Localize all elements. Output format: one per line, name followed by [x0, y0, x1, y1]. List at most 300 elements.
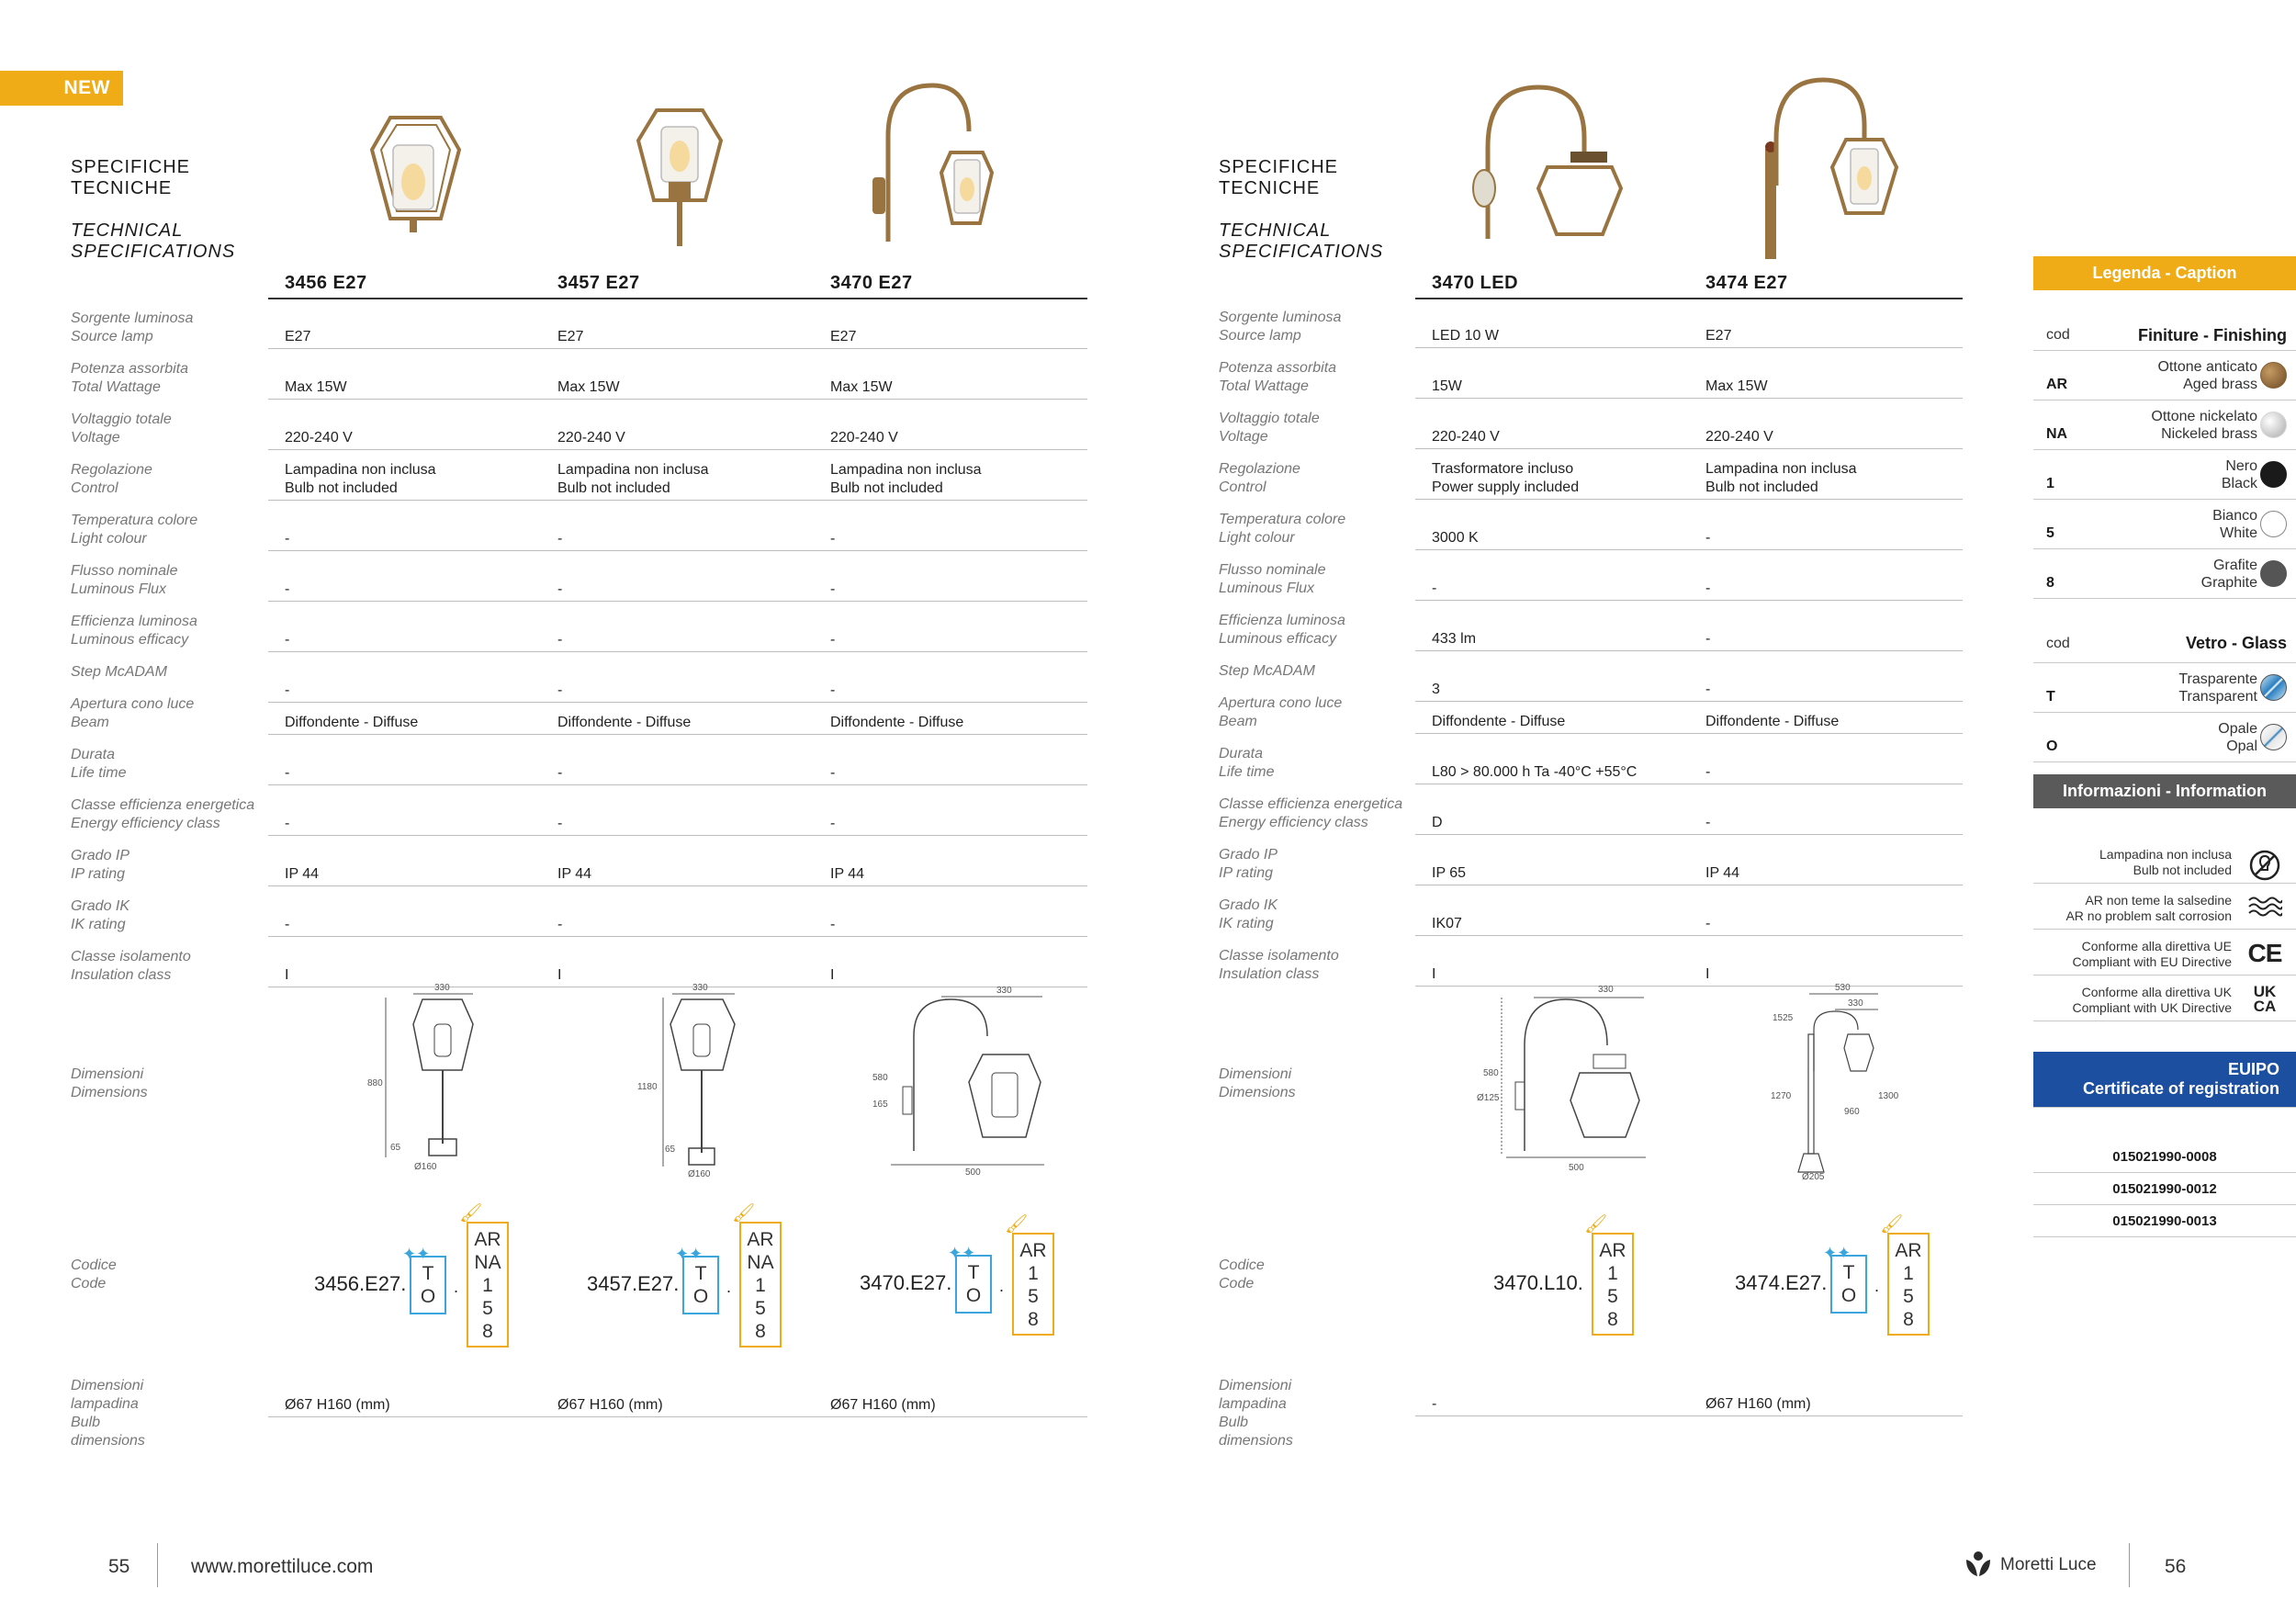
row-label-en: Life time — [1219, 764, 1275, 780]
bulb-dimensions: Ø67 H160 (mm) — [541, 1396, 815, 1417]
info-text — [2099, 847, 2232, 878]
spec-value-line: Max 15W — [557, 379, 620, 395]
separator-dot: . — [454, 1277, 459, 1296]
info-text-it: Lampadina non inclusa — [2099, 847, 2232, 862]
spec-value-line: I — [830, 967, 835, 983]
dimensions-label-it: Dimensioni — [71, 1066, 144, 1082]
row-label-en: Luminous efficacy — [71, 632, 189, 648]
dimension-drawing-3456 — [363, 983, 482, 1176]
spec-value — [541, 631, 815, 652]
spec-value — [814, 378, 1087, 400]
finish-row — [2033, 400, 2296, 450]
code-label-en: Code — [71, 1276, 107, 1291]
cod-label: cod — [2046, 636, 2070, 651]
row-label-en: IP rating — [1219, 865, 1273, 881]
spec-value — [814, 865, 1087, 886]
bulb-dimensions-label-en: Bulb dimensions — [71, 1415, 145, 1449]
row-label-en: IP rating — [71, 866, 125, 882]
spec-value — [814, 764, 1087, 785]
row-label — [71, 897, 291, 934]
spec-value-line: 15W — [1432, 378, 1462, 394]
spec-value-line: - — [1432, 581, 1437, 596]
dim-height-3: 960 — [1844, 1107, 1860, 1117]
row-label-it: Classe isolamento — [71, 949, 191, 964]
dimension-drawing-3470-e27 — [868, 981, 1052, 1179]
spec-value — [541, 916, 815, 937]
finish-title: Finiture - Finishing — [2138, 326, 2287, 344]
info-list — [2033, 808, 2296, 1024]
finish-name-en: Black — [2221, 476, 2257, 491]
product-header: 3457 E27 — [541, 272, 815, 299]
spec-value-line: - — [285, 581, 290, 597]
paint-brush-icon: 🖌 — [1005, 1214, 1029, 1235]
glass-options-box[interactable] — [410, 1256, 446, 1314]
spec-value-line: Power supply included — [1432, 479, 1580, 495]
dim-width: 330 — [1598, 985, 1614, 995]
paint-brush-icon: 🖌 — [1880, 1214, 1904, 1235]
spec-value — [541, 581, 815, 602]
spec-value-line: Max 15W — [285, 379, 347, 395]
page-number-right: 56 — [2165, 1556, 2187, 1577]
spec-value-line: - — [1705, 916, 1711, 931]
row-label — [71, 411, 291, 447]
dimensions-label-en: Dimensions — [71, 1085, 148, 1100]
finish-option: 8 — [1028, 1309, 1039, 1330]
spec-value-line: D — [1432, 815, 1443, 830]
cod-label: cod — [2046, 327, 2070, 343]
page-number-left: 55 — [108, 1556, 130, 1577]
spec-value — [541, 461, 815, 501]
spec-value — [814, 530, 1087, 551]
spec-value-line: - — [830, 917, 836, 932]
dim-diameter: Ø125 — [1477, 1093, 1500, 1103]
code-label-en: Code — [1219, 1276, 1255, 1291]
spec-value — [1689, 864, 1963, 885]
glass-options-box[interactable] — [955, 1255, 992, 1314]
spec-value-line: - — [830, 682, 836, 698]
spec-value-line: - — [1705, 764, 1711, 780]
row-label-it: Step McADAM — [1219, 663, 1315, 679]
finish-options-box[interactable] — [1012, 1233, 1054, 1336]
row-label-en: Control — [71, 480, 118, 496]
spec-value-line: - — [830, 531, 836, 547]
info-text — [2073, 985, 2233, 1016]
sparkle-icon: ✦✦ — [948, 1244, 976, 1262]
spec-value-line: - — [557, 531, 563, 547]
cert-number: 015021990-0008 — [2033, 1141, 2296, 1173]
spec-value-line: - — [557, 682, 563, 698]
row-label — [1219, 410, 1439, 446]
info-row — [2033, 976, 2296, 1021]
finish-swatch-icon — [2260, 560, 2287, 587]
finish-options-box[interactable] — [739, 1222, 782, 1348]
spec-value — [268, 581, 542, 602]
spec-value-line: - — [285, 531, 290, 547]
new-badge: NEW — [0, 71, 123, 106]
dimension-drawing-3470-led — [1469, 981, 1653, 1179]
dim-width: 530 — [1835, 983, 1851, 993]
spec-value-line: 220-240 V — [557, 430, 625, 445]
spec-value — [814, 328, 1087, 349]
bulb-crossed-icon — [2246, 849, 2283, 880]
spec-value-line: E27 — [1705, 328, 1732, 344]
row-label-it: Efficienza luminosa — [71, 614, 197, 629]
dim-height: 1525 — [1773, 1013, 1794, 1023]
glass-name — [2178, 671, 2257, 705]
row-label-it: Classe efficienza energetica — [1219, 796, 1403, 812]
glass-option: T — [967, 1262, 980, 1283]
spec-value-line: IP 44 — [285, 866, 320, 882]
finish-option: 1 — [1903, 1263, 1914, 1284]
finish-name-it: Nero — [2225, 458, 2257, 474]
row-label-it: Regolazione — [71, 462, 152, 478]
spec-value — [1689, 713, 1963, 734]
finish-row — [2033, 351, 2296, 400]
row-label-en: Beam — [1219, 714, 1257, 729]
finish-name — [2212, 507, 2257, 542]
row-label — [1219, 460, 1439, 497]
info-header: Informazioni - Information — [2033, 774, 2296, 808]
info-text-it: Conforme alla direttiva UK — [2081, 985, 2232, 999]
finish-option: 8 — [1607, 1309, 1618, 1330]
row-label-it: Sorgente luminosa — [71, 310, 194, 326]
spec-value-line: 220-240 V — [830, 430, 898, 445]
glass-name-en: Transparent — [2178, 689, 2257, 705]
brand-logo-icon — [1963, 1549, 1994, 1580]
sparkle-icon: ✦✦ — [402, 1244, 431, 1263]
dimension-drawing-3474 — [1763, 979, 1910, 1181]
bulb-dimensions: - — [1415, 1395, 1689, 1416]
paint-brush-icon: 🖌 — [732, 1203, 756, 1224]
row-label-it: Apertura cono luce — [71, 696, 195, 712]
finish-option: 1 — [1028, 1263, 1039, 1284]
row-label — [1219, 694, 1439, 731]
spec-value — [541, 865, 815, 886]
finish-code: NA — [2046, 426, 2068, 442]
spec-value — [541, 682, 815, 703]
finish-row — [2033, 549, 2296, 599]
dim-width: 330 — [692, 983, 708, 993]
spec-value-line: Diffondente - Diffuse — [830, 715, 964, 730]
row-label-en: Voltage — [71, 430, 120, 445]
dim-base: 65 — [390, 1143, 401, 1153]
spec-value-line: Lampadina non inclusa — [285, 462, 436, 478]
footer-url[interactable]: www.morettiluce.com — [191, 1556, 374, 1577]
finish-row — [2033, 450, 2296, 500]
row-label — [71, 695, 291, 732]
spec-value — [268, 631, 542, 652]
finish-swatch-icon — [2260, 362, 2287, 389]
product-code: 3470.L10. — [1493, 1271, 1583, 1294]
spec-value — [268, 429, 542, 450]
glass-option: O — [1840, 1285, 1857, 1306]
dim-diameter: Ø160 — [688, 1169, 711, 1179]
spec-value — [814, 461, 1087, 501]
legend-finishes — [2033, 290, 2296, 768]
spec-value — [1689, 681, 1963, 702]
footer-divider-left — [157, 1543, 158, 1587]
row-label — [71, 613, 291, 649]
row-label-it: Temperatura colore — [1219, 512, 1346, 527]
spec-value-line: - — [830, 581, 836, 597]
row-label — [71, 310, 291, 346]
info-text-en: Compliant with UK Directive — [2072, 1000, 2232, 1015]
spec-value-line: - — [830, 765, 836, 781]
row-label-it: Apertura cono luce — [1219, 695, 1343, 711]
cert-number: 015021990-0013 — [2033, 1205, 2296, 1237]
glass-name-it: Opale — [2218, 721, 2257, 737]
finish-option: NA — [474, 1252, 501, 1273]
spec-value — [1415, 378, 1689, 399]
finish-option: 5 — [1607, 1286, 1618, 1307]
row-label-it: Grado IP — [71, 848, 130, 863]
code-label-it: Codice — [71, 1257, 117, 1273]
spec-value-line: - — [830, 816, 836, 831]
finish-swatch-icon — [2260, 412, 2287, 438]
spec-value — [1689, 460, 1963, 500]
finish-option: 5 — [1028, 1286, 1039, 1307]
glass-option: O — [692, 1285, 709, 1307]
row-label-it: Voltaggio totale — [71, 412, 172, 427]
finish-name — [2151, 408, 2257, 443]
glass-name-en: Opal — [2226, 739, 2257, 754]
spec-value — [1415, 763, 1689, 784]
bulb-dimensions: Ø67 H160 (mm) — [268, 1396, 542, 1417]
spec-value-line: I — [557, 967, 562, 983]
row-label — [1219, 795, 1439, 832]
finish-name-it: Ottone nickelato — [2151, 409, 2257, 424]
row-label-en: Light colour — [1219, 530, 1295, 546]
spec-value — [814, 714, 1087, 735]
dimensions-label-it: Dimensioni — [1219, 1066, 1292, 1082]
ukca-mark-bottom: CA — [2253, 998, 2277, 1015]
spec-value-line: - — [1705, 530, 1711, 546]
finish-name-it: Grafite — [2212, 558, 2257, 573]
spec-value-line: Bulb not included — [830, 480, 943, 496]
spec-value-line: Bulb not included — [285, 480, 398, 496]
spec-value-line: E27 — [830, 329, 857, 344]
spec-value — [1689, 915, 1963, 936]
row-label-en: IK rating — [71, 917, 126, 932]
code-label — [71, 1257, 117, 1293]
legend-header: Legenda - Caption — [2033, 256, 2296, 290]
info-text-en: AR no problem salt corrosion — [2065, 908, 2232, 923]
spec-value-line: - — [557, 581, 563, 597]
spec-value — [1415, 428, 1689, 449]
ce-mark-icon — [2246, 939, 2283, 970]
finish-options-box[interactable] — [1592, 1233, 1634, 1336]
separator-dot: . — [1874, 1277, 1880, 1295]
spec-value-line: - — [285, 682, 290, 698]
euipo-header: EUIPO Certificate of registration — [2033, 1052, 2296, 1107]
product-code: 3470.E27. — [860, 1271, 952, 1294]
info-text-en: Bulb not included — [2133, 863, 2232, 877]
glass-row — [2033, 713, 2296, 762]
row-label — [1219, 612, 1439, 648]
spec-value-line: - — [830, 632, 836, 648]
glass-option: T — [1842, 1262, 1855, 1283]
dim-width: 330 — [434, 983, 450, 993]
finish-option: NA — [747, 1252, 774, 1273]
dim-height: 1180 — [637, 1082, 658, 1092]
spec-value — [1415, 713, 1689, 734]
row-label — [1219, 359, 1439, 396]
spec-value-line: 220-240 V — [285, 430, 353, 445]
row-label-en: IK rating — [1219, 916, 1274, 931]
row-label-it: Step McADAM — [71, 664, 167, 680]
row-label — [71, 663, 291, 682]
row-label-it: Voltaggio totale — [1219, 411, 1320, 426]
spec-value-line: - — [285, 765, 290, 781]
finish-name — [2222, 457, 2257, 492]
dim-diameter: Ø205 — [1802, 1172, 1825, 1181]
spec-value — [1689, 529, 1963, 550]
glass-options-box[interactable] — [1830, 1255, 1867, 1314]
bulb-dimensions-label-it: Dimensioni lampadina — [1219, 1378, 1292, 1412]
spec-value — [541, 714, 815, 735]
ce-mark-text: CE — [2247, 939, 2282, 967]
product-image-3474 — [1745, 75, 1910, 259]
row-label-it: Classe efficienza energetica — [71, 797, 255, 813]
spec-value — [1689, 763, 1963, 784]
spec-value — [1415, 630, 1689, 651]
finish-option: 5 — [482, 1298, 493, 1319]
finish-option: 1 — [755, 1275, 766, 1296]
spec-value — [268, 328, 542, 349]
row-label-it: Temperatura colore — [71, 513, 198, 528]
row-label — [1219, 309, 1439, 345]
bulb-dimensions-label-it: Dimensioni lampadina — [71, 1378, 144, 1412]
spec-value-line: IK07 — [1432, 916, 1462, 931]
spec-value — [541, 764, 815, 785]
spec-value — [814, 581, 1087, 602]
row-label — [1219, 745, 1439, 782]
dim-diameter: Ø160 — [414, 1162, 437, 1172]
spec-value — [1415, 864, 1689, 885]
spec-value — [1415, 681, 1689, 702]
product-header: 3456 E27 — [268, 272, 542, 299]
glass-swatch-icon — [2260, 724, 2287, 750]
row-label — [71, 461, 291, 498]
product-code: 3456.E27. — [314, 1271, 407, 1295]
glass-name-it: Trasparente — [2178, 671, 2257, 687]
finish-option: 5 — [1903, 1286, 1914, 1307]
row-label — [1219, 511, 1439, 547]
spec-value-line: - — [1705, 581, 1711, 596]
product-image-3456 — [358, 108, 468, 232]
spec-value-line: Lampadina non inclusa — [1705, 461, 1857, 477]
glass-option: T — [694, 1262, 707, 1284]
glass-options-box[interactable] — [682, 1256, 719, 1314]
finish-swatch-icon — [2260, 511, 2287, 537]
spec-value — [1415, 529, 1689, 550]
product-code: 3457.E27. — [587, 1271, 680, 1295]
spec-value — [1415, 915, 1689, 936]
glass-row — [2033, 663, 2296, 713]
finish-code: 8 — [2046, 575, 2054, 591]
spec-value-line: - — [285, 816, 290, 831]
bulb-dimensions: Ø67 H160 (mm) — [814, 1396, 1087, 1417]
spec-value-line: Max 15W — [830, 379, 893, 395]
row-label-en: Energy efficiency class — [71, 816, 220, 831]
dim-width: 330 — [996, 986, 1012, 996]
spec-value — [814, 429, 1087, 450]
row-label — [1219, 561, 1439, 598]
dim-height-2: 1270 — [1771, 1091, 1792, 1101]
spec-value-line: I — [1705, 966, 1710, 982]
info-row — [2033, 930, 2296, 976]
row-label-en: Total Wattage — [1219, 378, 1309, 394]
row-label — [1219, 662, 1439, 681]
finish-options-box[interactable] — [1887, 1233, 1930, 1336]
separator-dot: . — [726, 1277, 732, 1296]
row-label — [1219, 947, 1439, 984]
spec-value — [1689, 814, 1963, 835]
dimensions-label-en: Dimensions — [1219, 1085, 1296, 1100]
spec-value-line: - — [557, 632, 563, 648]
dim-depth: 500 — [1569, 1163, 1584, 1173]
glass-option: T — [422, 1262, 434, 1284]
info-text-it: AR non teme la salsedine — [2085, 893, 2232, 908]
cert-list — [2033, 1107, 2296, 1235]
waves-icon — [2246, 893, 2283, 924]
finish-option: 5 — [755, 1298, 766, 1319]
brand-name: Moretti Luce — [2000, 1555, 2097, 1574]
glass-header-row — [2033, 599, 2296, 663]
glass-code: T — [2046, 689, 2055, 705]
finish-option: 1 — [482, 1275, 493, 1296]
finish-code: 5 — [2046, 525, 2054, 541]
row-label — [71, 847, 291, 884]
glass-option: O — [420, 1285, 436, 1307]
dim-width-2: 330 — [1848, 998, 1863, 1009]
glass-code: O — [2046, 739, 2058, 754]
row-label — [71, 360, 291, 397]
info-text — [2065, 893, 2232, 924]
row-label-it: Flusso nominale — [1219, 562, 1326, 578]
row-label-en: Luminous Flux — [1219, 581, 1315, 596]
spec-value-line: - — [285, 917, 290, 932]
spec-value-line: Bulb not included — [1705, 479, 1818, 495]
spec-value-line: IP 44 — [557, 866, 592, 882]
spec-value — [1415, 460, 1689, 500]
finish-name-it: Bianco — [2212, 508, 2257, 524]
row-label-en: Voltage — [1219, 429, 1268, 445]
spec-value — [268, 530, 542, 551]
info-text-en: Compliant with EU Directive — [2072, 954, 2232, 969]
spec-value — [1689, 630, 1963, 651]
row-label — [71, 562, 291, 599]
cert-number: 015021990-0012 — [2033, 1173, 2296, 1205]
spec-value-line: Diffondente - Diffuse — [285, 715, 419, 730]
info-text-it: Conforme alla direttiva UE — [2081, 939, 2232, 953]
product-header: 3470 E27 — [814, 272, 1087, 299]
code-label — [1219, 1257, 1265, 1293]
paint-brush-icon: 🖌 — [1584, 1214, 1608, 1235]
product-header: 3470 LED — [1415, 272, 1689, 299]
bulb-dimensions-label — [1219, 1377, 1293, 1450]
info-row — [2033, 843, 2296, 884]
finish-options-box[interactable] — [467, 1222, 509, 1348]
row-label-en: Insulation class — [71, 967, 172, 983]
row-label-it: Sorgente luminosa — [1219, 310, 1342, 325]
paint-brush-icon: 🖌 — [459, 1203, 483, 1224]
glass-title: Vetro - Glass — [2185, 634, 2287, 652]
finish-option: 1 — [1607, 1263, 1618, 1284]
spec-title-right: SPECIFICHE TECNICHE TECHNICAL SPECIFICATIONS — [1219, 157, 1384, 262]
finish-option: AR — [1599, 1240, 1626, 1261]
finish-name-en: White — [2220, 525, 2257, 541]
